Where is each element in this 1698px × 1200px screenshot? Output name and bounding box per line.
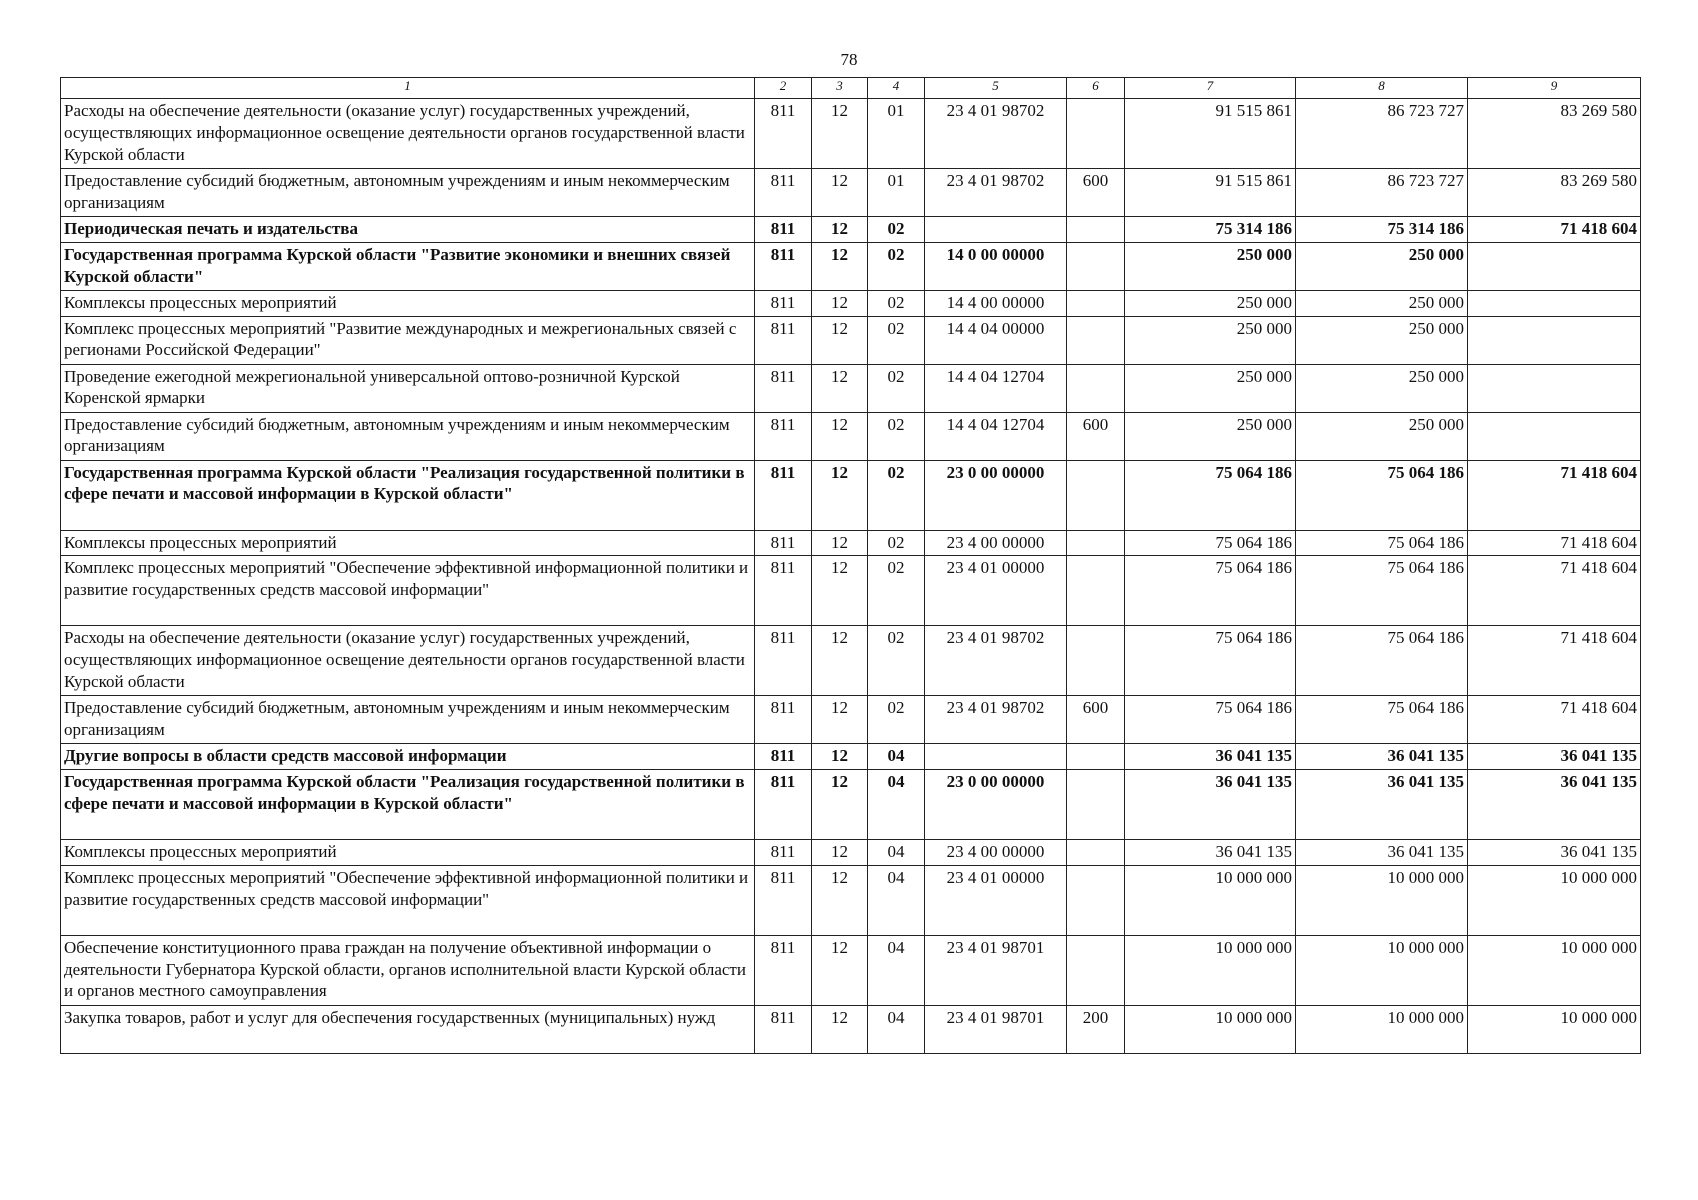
code-csr-cell: 23 4 00 00000 (925, 840, 1067, 866)
table-row (61, 412, 1641, 460)
table-row (61, 1005, 1641, 1053)
amount-col7-cell: 91 515 861 (1125, 99, 1296, 169)
code-podrazdel-cell: 04 (868, 770, 925, 840)
amount-col8-cell: 75 064 186 (1296, 696, 1468, 744)
code-glava-cell: 811 (755, 217, 812, 243)
code-glava-cell: 811 (755, 169, 812, 217)
code-csr-cell: 14 4 04 12704 (925, 412, 1067, 460)
amount-col8-cell: 75 064 186 (1296, 556, 1468, 626)
budget-table (60, 77, 1641, 1054)
code-vr-cell: 200 (1067, 1005, 1125, 1053)
amount-col9-cell: 83 269 580 (1468, 99, 1641, 169)
code-razdel-cell: 12 (812, 626, 868, 696)
code-podrazdel-cell: 04 (868, 744, 925, 770)
code-glava-cell: 811 (755, 865, 812, 935)
row-name-cell: Расходы на обеспечение деятельности (оказание услуг) государственных учреждений, осуществляющих информационное освещение деятельности органов государственной власти Курской области (61, 626, 755, 696)
amount-col7-cell: 250 000 (1125, 316, 1296, 364)
amount-col9-cell: 36 041 135 (1468, 770, 1641, 840)
code-razdel-cell: 12 (812, 530, 868, 556)
row-name-cell: Комплекс процессных мероприятий "Обеспечение эффективной информационной политики и развитие государственных средств массовой информации" (61, 865, 755, 935)
code-glava-cell: 811 (755, 626, 812, 696)
amount-col8-cell: 86 723 727 (1296, 99, 1468, 169)
code-vr-cell (1067, 935, 1125, 1005)
code-podrazdel-cell: 02 (868, 556, 925, 626)
code-glava-cell: 811 (755, 556, 812, 626)
code-csr-cell: 14 4 00 00000 (925, 290, 1067, 316)
code-podrazdel-cell: 04 (868, 935, 925, 1005)
row-name-cell: Предоставление субсидий бюджетным, автономным учреждениям и иным некоммерческим организациям (61, 696, 755, 744)
amount-col9-cell (1468, 290, 1641, 316)
code-podrazdel-cell: 01 (868, 99, 925, 169)
code-glava-cell: 811 (755, 530, 812, 556)
table-row (61, 840, 1641, 866)
code-vr-cell (1067, 217, 1125, 243)
amount-col7-cell: 10 000 000 (1125, 865, 1296, 935)
row-name-cell: Государственная программа Курской области "Развитие экономики и внешних связей Курской области" (61, 242, 755, 290)
amount-col9-cell (1468, 316, 1641, 364)
code-podrazdel-cell: 04 (868, 840, 925, 866)
code-glava-cell: 811 (755, 242, 812, 290)
code-csr-cell (925, 744, 1067, 770)
amount-col8-cell: 250 000 (1296, 412, 1468, 460)
code-vr-cell (1067, 290, 1125, 316)
amount-col8-cell: 10 000 000 (1296, 935, 1468, 1005)
table-row (61, 169, 1641, 217)
row-name-cell: Периодическая печать и издательства (61, 217, 755, 243)
row-name-cell: Закупка товаров, работ и услуг для обеспечения государственных (муниципальных) нужд (61, 1005, 755, 1053)
code-razdel-cell: 12 (812, 935, 868, 1005)
amount-col7-cell: 75 064 186 (1125, 530, 1296, 556)
code-csr-cell: 23 4 01 98702 (925, 99, 1067, 169)
row-name-cell: Другие вопросы в области средств массовой информации (61, 744, 755, 770)
code-razdel-cell: 12 (812, 696, 868, 744)
code-vr-cell (1067, 865, 1125, 935)
amount-col8-cell: 36 041 135 (1296, 840, 1468, 866)
code-glava-cell: 811 (755, 1005, 812, 1053)
column-header: 8 (1296, 78, 1468, 99)
amount-col8-cell: 75 314 186 (1296, 217, 1468, 243)
amount-col9-cell: 71 418 604 (1468, 460, 1641, 530)
table-row (61, 364, 1641, 412)
amount-col9-cell: 71 418 604 (1468, 530, 1641, 556)
column-header: 6 (1067, 78, 1125, 99)
code-podrazdel-cell: 02 (868, 316, 925, 364)
code-csr-cell: 23 4 01 98702 (925, 696, 1067, 744)
code-vr-cell (1067, 364, 1125, 412)
amount-col7-cell: 75 064 186 (1125, 556, 1296, 626)
code-glava-cell: 811 (755, 935, 812, 1005)
table-row (61, 99, 1641, 169)
code-vr-cell (1067, 460, 1125, 530)
code-vr-cell: 600 (1067, 696, 1125, 744)
code-csr-cell: 23 4 01 98701 (925, 1005, 1067, 1053)
row-name-cell: Комплексы процессных мероприятий (61, 530, 755, 556)
page-number: 78 (840, 50, 858, 69)
code-csr-cell: 23 4 00 00000 (925, 530, 1067, 556)
code-glava-cell: 811 (755, 364, 812, 412)
row-name-cell: Комплекс процессных мероприятий "Обеспечение эффективной информационной политики и развитие государственных средств массовой информации" (61, 556, 755, 626)
table-row (61, 316, 1641, 364)
code-razdel-cell: 12 (812, 412, 868, 460)
amount-col7-cell: 91 515 861 (1125, 169, 1296, 217)
code-razdel-cell: 12 (812, 364, 868, 412)
column-header: 2 (755, 78, 812, 99)
row-name-cell: Обеспечение конституционного права граждан на получение объективной информации о деятельности Губернатора Курской области, органов исполнительной власти Курской области и органов местного самоуправления (61, 935, 755, 1005)
code-vr-cell (1067, 840, 1125, 866)
amount-col9-cell: 71 418 604 (1468, 556, 1641, 626)
amount-col9-cell: 10 000 000 (1468, 935, 1641, 1005)
amount-col9-cell: 83 269 580 (1468, 169, 1641, 217)
code-razdel-cell: 12 (812, 169, 868, 217)
amount-col9-cell: 71 418 604 (1468, 626, 1641, 696)
code-glava-cell: 811 (755, 460, 812, 530)
code-vr-cell (1067, 556, 1125, 626)
amount-col8-cell: 250 000 (1296, 290, 1468, 316)
amount-col9-cell: 10 000 000 (1468, 1005, 1641, 1053)
code-csr-cell (925, 217, 1067, 243)
code-razdel-cell: 12 (812, 316, 868, 364)
column-header: 9 (1468, 78, 1641, 99)
amount-col8-cell: 86 723 727 (1296, 169, 1468, 217)
amount-col9-cell: 71 418 604 (1468, 696, 1641, 744)
code-vr-cell (1067, 242, 1125, 290)
column-header: 7 (1125, 78, 1296, 99)
table-row (61, 290, 1641, 316)
amount-col8-cell: 10 000 000 (1296, 1005, 1468, 1053)
table-row (61, 744, 1641, 770)
code-glava-cell: 811 (755, 696, 812, 744)
code-glava-cell: 811 (755, 290, 812, 316)
table-row (61, 865, 1641, 935)
table-row (61, 770, 1641, 840)
code-podrazdel-cell: 01 (868, 169, 925, 217)
code-razdel-cell: 12 (812, 556, 868, 626)
code-vr-cell (1067, 744, 1125, 770)
amount-col7-cell: 10 000 000 (1125, 935, 1296, 1005)
amount-col7-cell: 250 000 (1125, 242, 1296, 290)
table-row (61, 935, 1641, 1005)
amount-col7-cell: 250 000 (1125, 412, 1296, 460)
code-csr-cell: 23 4 01 98702 (925, 169, 1067, 217)
code-glava-cell: 811 (755, 412, 812, 460)
code-razdel-cell: 12 (812, 770, 868, 840)
amount-col8-cell: 10 000 000 (1296, 865, 1468, 935)
code-podrazdel-cell: 02 (868, 696, 925, 744)
code-razdel-cell: 12 (812, 242, 868, 290)
code-podrazdel-cell: 04 (868, 1005, 925, 1053)
code-podrazdel-cell: 02 (868, 290, 925, 316)
code-csr-cell: 23 4 01 00000 (925, 865, 1067, 935)
code-glava-cell: 811 (755, 770, 812, 840)
code-razdel-cell: 12 (812, 1005, 868, 1053)
amount-col8-cell: 75 064 186 (1296, 460, 1468, 530)
amount-col8-cell: 250 000 (1296, 316, 1468, 364)
code-vr-cell (1067, 530, 1125, 556)
amount-col7-cell: 10 000 000 (1125, 1005, 1296, 1053)
code-glava-cell: 811 (755, 316, 812, 364)
row-name-cell: Предоставление субсидий бюджетным, автономным учреждениям и иным некоммерческим организациям (61, 412, 755, 460)
code-razdel-cell: 12 (812, 840, 868, 866)
code-podrazdel-cell: 02 (868, 460, 925, 530)
amount-col8-cell: 250 000 (1296, 364, 1468, 412)
code-razdel-cell: 12 (812, 460, 868, 530)
code-vr-cell: 600 (1067, 169, 1125, 217)
amount-col8-cell: 36 041 135 (1296, 744, 1468, 770)
code-razdel-cell: 12 (812, 865, 868, 935)
amount-col7-cell: 75 064 186 (1125, 696, 1296, 744)
code-csr-cell: 14 4 04 12704 (925, 364, 1067, 412)
amount-col7-cell: 250 000 (1125, 290, 1296, 316)
code-glava-cell: 811 (755, 744, 812, 770)
row-name-cell: Расходы на обеспечение деятельности (оказание услуг) государственных учреждений, осуществляющих информационное освещение деятельности органов государственной власти Курской области (61, 99, 755, 169)
table-row (61, 217, 1641, 243)
code-razdel-cell: 12 (812, 290, 868, 316)
row-name-cell: Комплекс процессных мероприятий "Развитие международных и межрегиональных связей с регионами Российской Федерации" (61, 316, 755, 364)
amount-col8-cell: 36 041 135 (1296, 770, 1468, 840)
code-csr-cell: 23 4 01 98702 (925, 626, 1067, 696)
code-csr-cell: 14 4 04 00000 (925, 316, 1067, 364)
table-row (61, 696, 1641, 744)
amount-col7-cell: 36 041 135 (1125, 744, 1296, 770)
amount-col9-cell: 36 041 135 (1468, 744, 1641, 770)
table-row (61, 530, 1641, 556)
amount-col7-cell: 75 064 186 (1125, 460, 1296, 530)
code-podrazdel-cell: 02 (868, 626, 925, 696)
table-row (61, 242, 1641, 290)
amount-col9-cell: 36 041 135 (1468, 840, 1641, 866)
code-vr-cell (1067, 626, 1125, 696)
code-csr-cell: 23 0 00 00000 (925, 770, 1067, 840)
amount-col8-cell: 75 064 186 (1296, 530, 1468, 556)
row-name-cell: Комплексы процессных мероприятий (61, 290, 755, 316)
amount-col9-cell (1468, 412, 1641, 460)
column-header: 3 (812, 78, 868, 99)
code-vr-cell (1067, 99, 1125, 169)
amount-col7-cell: 36 041 135 (1125, 770, 1296, 840)
code-razdel-cell: 12 (812, 217, 868, 243)
code-podrazdel-cell: 04 (868, 865, 925, 935)
amount-col8-cell: 75 064 186 (1296, 626, 1468, 696)
code-vr-cell (1067, 316, 1125, 364)
column-header: 4 (868, 78, 925, 99)
amount-col7-cell: 36 041 135 (1125, 840, 1296, 866)
code-razdel-cell: 12 (812, 99, 868, 169)
column-header: 1 (61, 78, 755, 99)
amount-col7-cell: 75 314 186 (1125, 217, 1296, 243)
code-glava-cell: 811 (755, 99, 812, 169)
code-vr-cell (1067, 770, 1125, 840)
code-vr-cell: 600 (1067, 412, 1125, 460)
amount-col7-cell: 250 000 (1125, 364, 1296, 412)
table-row (61, 556, 1641, 626)
column-header: 5 (925, 78, 1067, 99)
row-name-cell: Предоставление субсидий бюджетным, автономным учреждениям и иным некоммерческим организациям (61, 169, 755, 217)
row-name-cell: Государственная программа Курской области "Реализация государственной политики в сфере печати и массовой информации в Курской области" (61, 460, 755, 530)
row-name-cell: Государственная программа Курской области "Реализация государственной политики в сфере печати и массовой информации в Курской области" (61, 770, 755, 840)
table-row (61, 626, 1641, 696)
amount-col9-cell (1468, 242, 1641, 290)
column-number-header-row (61, 78, 1641, 99)
code-glava-cell: 811 (755, 840, 812, 866)
amount-col9-cell: 71 418 604 (1468, 217, 1641, 243)
row-name-cell: Комплексы процессных мероприятий (61, 840, 755, 866)
amount-col9-cell: 10 000 000 (1468, 865, 1641, 935)
code-podrazdel-cell: 02 (868, 242, 925, 290)
code-podrazdel-cell: 02 (868, 412, 925, 460)
amount-col7-cell: 75 064 186 (1125, 626, 1296, 696)
code-csr-cell: 23 4 01 00000 (925, 556, 1067, 626)
row-name-cell: Проведение ежегодной межрегиональной универсальной оптово-розничной Курской Коренской ярмарки (61, 364, 755, 412)
table-row (61, 460, 1641, 530)
amount-col9-cell (1468, 364, 1641, 412)
code-csr-cell: 14 0 00 00000 (925, 242, 1067, 290)
code-podrazdel-cell: 02 (868, 530, 925, 556)
amount-col8-cell: 250 000 (1296, 242, 1468, 290)
code-podrazdel-cell: 02 (868, 217, 925, 243)
code-csr-cell: 23 4 01 98701 (925, 935, 1067, 1005)
code-razdel-cell: 12 (812, 744, 868, 770)
code-podrazdel-cell: 02 (868, 364, 925, 412)
code-csr-cell: 23 0 00 00000 (925, 460, 1067, 530)
